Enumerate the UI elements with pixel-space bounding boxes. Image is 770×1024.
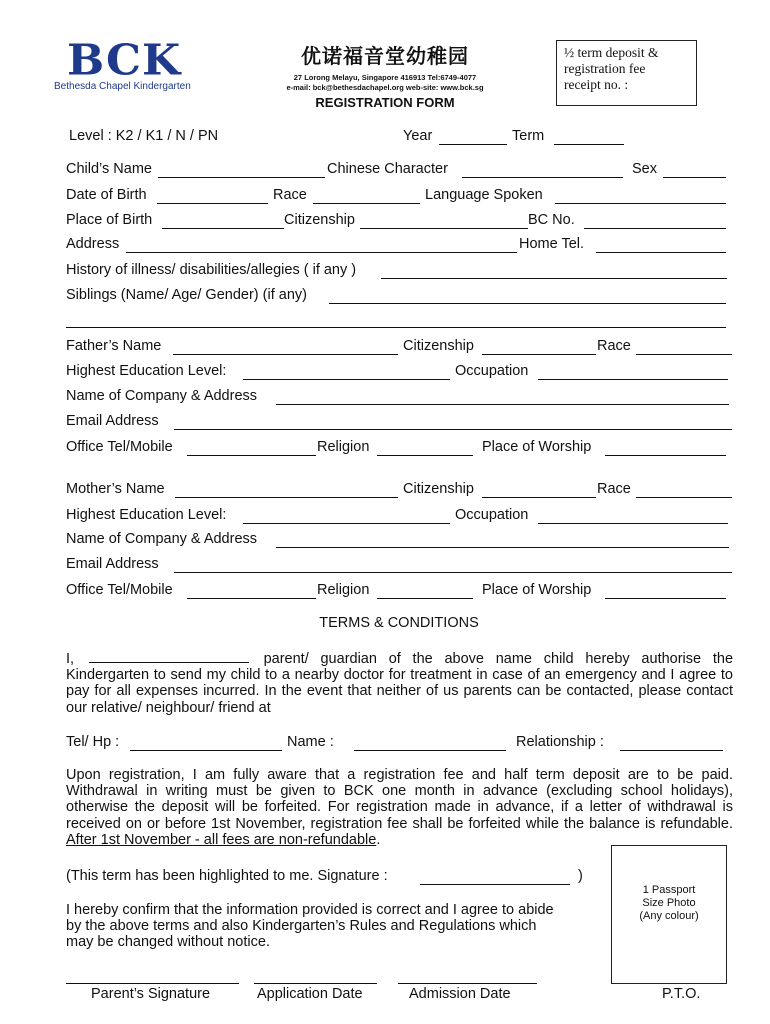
mother-education-label: Highest Education Level: — [66, 507, 227, 523]
mother-office-row — [0, 582, 770, 602]
address-line-1: 27 Lorong Melayu, Singapore 416913 Tel:6749-4077 — [293, 73, 477, 82]
mother-occupation-field[interactable] — [538, 523, 728, 524]
mother-religion-field[interactable] — [377, 598, 473, 599]
home-tel-field[interactable] — [596, 252, 726, 253]
contact-name-label: Name : — [287, 734, 334, 750]
citizenship-label: Citizenship — [284, 212, 355, 228]
father-company-row — [0, 388, 770, 408]
receipt-box[interactable] — [556, 40, 697, 106]
home-tel-label: Home Tel. — [519, 236, 585, 252]
contact-name-field[interactable] — [354, 750, 506, 751]
mother-email-field[interactable] — [174, 572, 732, 573]
year-field[interactable] — [439, 144, 507, 145]
auth-i: I, — [66, 651, 75, 667]
mother-education-row — [0, 507, 770, 527]
pob-field[interactable] — [162, 228, 284, 229]
pto-label: P.T.O. — [662, 986, 701, 1002]
childs-name-label: Child’s Name — [66, 161, 152, 177]
mother-religion-label: Religion — [317, 582, 370, 598]
level-label: Level : K2 / K1 / N / PN — [69, 128, 219, 144]
father-race-label: Race — [597, 338, 631, 354]
parents-signature-field[interactable] — [66, 983, 239, 984]
passport-photo-box[interactable] — [611, 845, 727, 984]
father-education-label: Highest Education Level: — [66, 363, 227, 379]
mother-name-field[interactable] — [175, 497, 398, 498]
address-label: Address — [66, 236, 120, 252]
father-name-label: Father’s Name — [66, 338, 162, 354]
mother-race-label: Race — [597, 481, 631, 497]
mother-name-label: Mother’s Name — [66, 481, 165, 497]
authorisation-paragraph — [66, 650, 733, 716]
pob-label: Place of Birth — [66, 212, 153, 228]
father-citizenship-label: Citizenship — [403, 338, 474, 354]
chinese-character-field[interactable] — [462, 177, 623, 178]
level-row — [0, 128, 770, 148]
relationship-label: Relationship : — [516, 734, 604, 750]
bc-no-field[interactable] — [584, 228, 726, 229]
history-field[interactable] — [381, 278, 727, 279]
father-office-field[interactable] — [187, 455, 316, 456]
pob-row — [0, 212, 770, 232]
father-race-field[interactable] — [636, 354, 732, 355]
father-worship-label: Place of Worship — [482, 439, 592, 455]
mother-occupation-label: Occupation — [455, 507, 529, 523]
father-education-field[interactable] — [243, 379, 450, 380]
sex-label: Sex — [632, 161, 657, 177]
father-name-field[interactable] — [173, 354, 398, 355]
mother-office-label: Office Tel/Mobile — [66, 582, 173, 598]
auth-text: parent/ guardian of the above name child hereby authorise the Kindergarten to send my child to a nearby doctor for treatment in case of an emergency and I agree to pay for all expenses incurred. In the event that neither of us parents can be contacted, please contact our relative/ neighbour/ friend at — [66, 651, 734, 716]
chinese-title: 优诺福音堂幼稚园 — [301, 44, 469, 68]
mother-company-field[interactable] — [276, 547, 729, 548]
logo-subtitle: Bethesda Chapel Kindergarten — [54, 81, 191, 92]
race-field[interactable] — [313, 203, 420, 204]
father-name-row — [0, 338, 770, 358]
language-label: Language Spoken — [425, 187, 543, 203]
confirm-paragraph: I hereby confirm that the information provided is correct and I agree to abide by the above terms and also Kindergarten’s Rules and Regulations which may be changed without notice. — [66, 902, 554, 951]
mother-education-field[interactable] — [243, 523, 450, 524]
father-email-row — [0, 413, 770, 433]
photo-line-2: Size Photo — [642, 897, 696, 909]
mother-race-field[interactable] — [636, 497, 732, 498]
mother-office-field[interactable] — [187, 598, 316, 599]
father-religion-field[interactable] — [377, 455, 473, 456]
registration-text: Upon registration, I am fully aware that a registration fee and half term deposit are to be paid. Withdrawal in writing must be given to BCK one month in advance (excluding school holidays), otherwise the deposit will be forfeited. For registration made in advance, if a letter of withdrawal is received on or before 1st November, registration fee shall be forfeited while the balance is refundable. — [66, 767, 733, 832]
address-line-2: e-mail: bck@bethesdachapel.org web-site: www.bck.sg — [286, 83, 484, 92]
father-email-field[interactable] — [174, 429, 732, 430]
address-row — [0, 236, 770, 256]
mother-company-row — [0, 531, 770, 551]
childs-name-field[interactable] — [158, 177, 325, 178]
father-education-row — [0, 363, 770, 383]
receipt-line-3: receipt no. : — [564, 77, 629, 92]
admission-date-field[interactable] — [398, 983, 537, 984]
race-label: Race — [273, 187, 307, 203]
highlight-signature-field[interactable] — [420, 884, 570, 885]
mother-email-row — [0, 556, 770, 576]
registration-period: . — [376, 831, 381, 848]
form-title: REGISTRATION FORM — [315, 95, 455, 110]
mother-email-label: Email Address — [66, 556, 159, 572]
father-office-label: Office Tel/Mobile — [66, 439, 173, 455]
dob-field[interactable] — [157, 203, 268, 204]
mother-citizenship-label: Citizenship — [403, 481, 474, 497]
father-company-field[interactable] — [276, 404, 729, 405]
mother-name-row — [0, 481, 770, 501]
photo-line-1: 1 Passport — [642, 884, 696, 896]
non-refundable-text: After 1st November - all fees are non-refundable — [66, 831, 377, 848]
photo-line-3: (Any colour) — [639, 910, 699, 922]
father-company-label: Name of Company & Address — [66, 388, 258, 404]
father-religion-label: Religion — [317, 439, 370, 455]
history-label: History of illness/ disabilities/allegies ( if any ) — [66, 262, 357, 278]
terms-title: TERMS & CONDITIONS — [319, 615, 479, 631]
father-email-label: Email Address — [66, 413, 159, 429]
bc-no-label: BC No. — [528, 212, 575, 228]
relationship-field[interactable] — [620, 750, 723, 751]
registration-paragraph — [66, 767, 733, 848]
citizenship-field[interactable] — [360, 228, 528, 229]
siblings-label: Siblings (Name/ Age/ Gender) (if any) — [66, 287, 307, 303]
dob-row — [0, 187, 770, 207]
contact-row — [0, 734, 770, 754]
chinese-character-label: Chinese Character — [327, 161, 448, 177]
receipt-line-2: registration fee — [564, 61, 646, 76]
receipt-line-1: ½ term deposit & — [564, 45, 659, 60]
siblings-row — [0, 287, 770, 307]
father-occupation-label: Occupation — [455, 363, 529, 379]
mother-citizenship-field[interactable] — [482, 497, 596, 498]
history-row — [0, 262, 770, 282]
siblings-field-2[interactable] — [66, 327, 726, 328]
child-name-row — [0, 161, 770, 181]
logo-text: BCK — [67, 36, 182, 85]
mother-company-label: Name of Company & Address — [66, 531, 258, 547]
sex-field[interactable] — [663, 177, 726, 178]
address-field[interactable] — [126, 252, 517, 253]
tel-hp-label: Tel/ Hp : — [66, 734, 120, 750]
highlighted-label: (This term has been highlighted to me. Signature : — [66, 868, 388, 884]
year-label: Year — [403, 128, 433, 144]
application-date-label: Application Date — [257, 986, 363, 1002]
mother-worship-label: Place of Worship — [482, 582, 592, 598]
tel-hp-field[interactable] — [130, 750, 282, 751]
highlighted-close: ) — [578, 868, 583, 884]
term-label: Term — [512, 128, 545, 144]
admission-date-label: Admission Date — [409, 986, 511, 1002]
guardian-name-field[interactable] — [89, 650, 249, 663]
language-field[interactable] — [555, 203, 726, 204]
father-office-row — [0, 439, 770, 459]
mother-worship-field[interactable] — [605, 598, 726, 599]
father-citizenship-field[interactable] — [482, 354, 596, 355]
term-field[interactable] — [554, 144, 624, 145]
parents-signature-label: Parent’s Signature — [91, 986, 211, 1002]
dob-label: Date of Birth — [66, 187, 147, 203]
father-worship-field[interactable] — [605, 455, 726, 456]
father-occupation-field[interactable] — [538, 379, 728, 380]
siblings-field[interactable] — [329, 303, 726, 304]
application-date-field[interactable] — [254, 983, 377, 984]
